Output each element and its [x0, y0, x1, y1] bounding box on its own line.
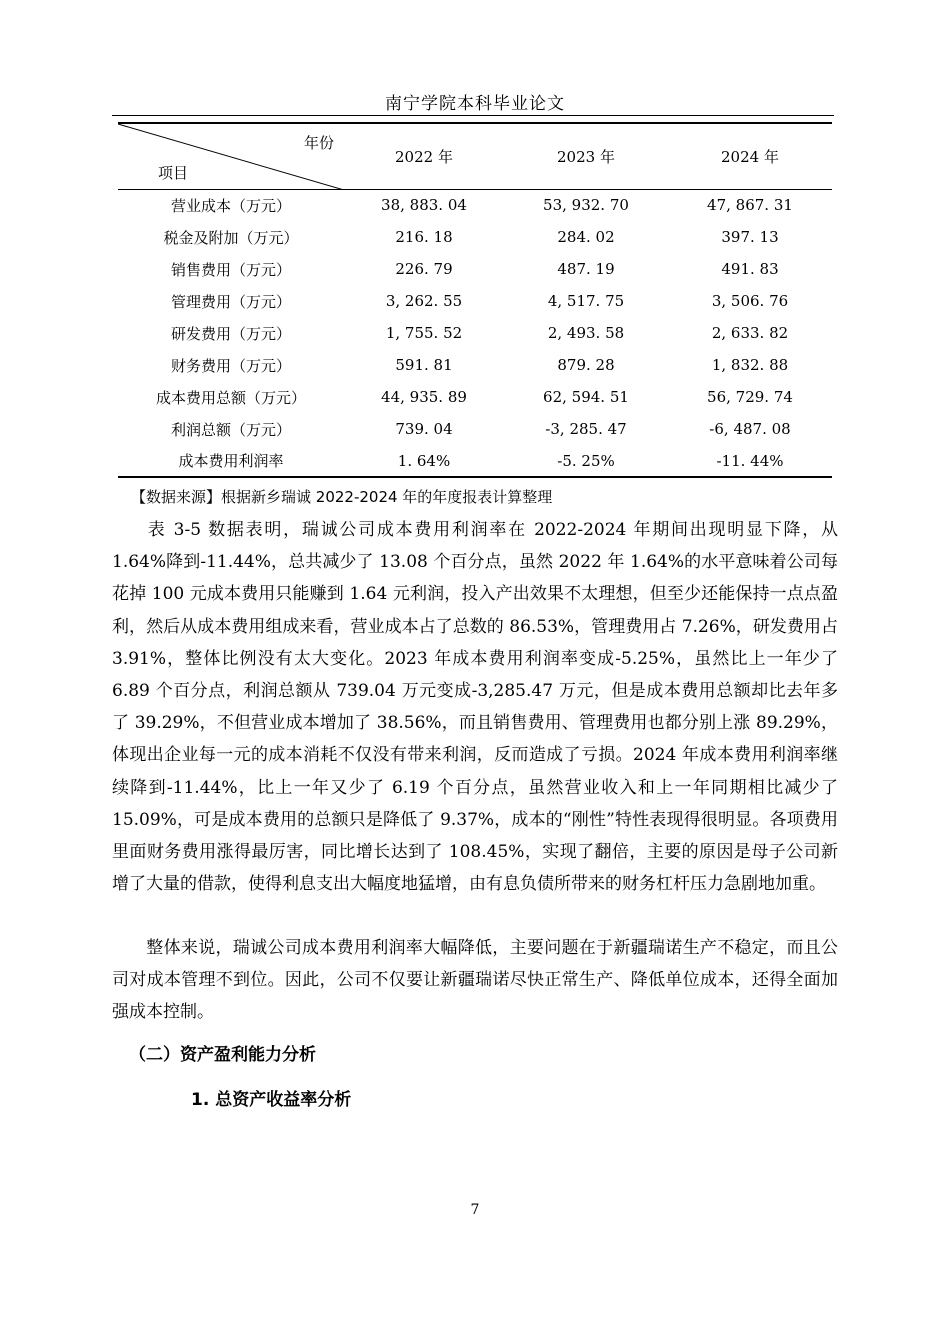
table-cell: 1, 832. 88 [711, 356, 789, 374]
table-row [118, 253, 832, 285]
table-cell: -11. 44% [668, 445, 832, 477]
table-cell: 216. 18 [395, 228, 453, 246]
table-cell: 2, 633. 82 [711, 324, 789, 342]
column-header: 2023 年 [504, 123, 668, 189]
table-cell: 487. 19 [557, 260, 615, 278]
table-header-row [118, 123, 832, 189]
table-row [118, 381, 832, 413]
table-cell: 47, 867. 31 [707, 196, 793, 215]
table-row [118, 445, 832, 477]
body-paragraph [112, 932, 838, 1029]
table-cell: 53, 932. 70 [543, 196, 629, 215]
row-label: 利润总额（万元） [170, 420, 291, 439]
table-row [118, 221, 832, 253]
table-cell: 2, 493. 58 [547, 324, 625, 342]
table-cell: 491. 83 [721, 260, 779, 278]
table-cell: 44, 935. 89 [381, 388, 467, 406]
row-label: 成本费用总额（万元） [155, 388, 306, 407]
paragraph-text: 整体来说，瑞诚公司成本费用利润率大幅降低，主要问题在于新疆瑞诺生产不稳定，而且公司对成本管理不到位。因此，公司不仅要让新疆瑞诺尽快正常生产、降低单位成本，还得全面加强成本控制。 [112, 938, 838, 1023]
table-cell: 879. 28 [557, 356, 615, 374]
table-cell: 1. 64% [344, 445, 504, 477]
table-row [118, 189, 832, 221]
header-item-label: 项目 [158, 163, 189, 182]
table-cell: 4, 517. 75 [547, 292, 625, 310]
table-row [118, 285, 832, 317]
page-header-title: 南宁学院本科毕业论文 [385, 94, 565, 114]
header-year-label: 年份 [303, 134, 334, 152]
table-cell: 397. 13 [721, 228, 779, 246]
row-label: 营业成本（万元） [170, 196, 291, 215]
diagonal-header-cell [118, 123, 344, 189]
cost-profit-table [118, 122, 832, 478]
row-label: 税金及附加（万元） [163, 228, 299, 247]
table-cell: 56, 729. 74 [707, 388, 793, 406]
table-source-note: 【数据来源】根据新乡瑞诚 2022-2024 年的年度报表计算整理 [131, 488, 553, 506]
paragraph-text: 表 3-5 数据表明，瑞诚公司成本费用利润率在 2022-2024 年期间出现明显下降，从 1.64%降到-11.44%，总共减少了 13.08 个百分点，虽然 2022 年 1.64%的水平意味着公司每花掉 100 元成本费用只能赚到 1.64 元利润，投入产出效果不太理想，但至少还能保持一点点盈利，然后从成本费用组成来看，营业成本占了总数的 86.53%，管理费用占 7.26%，研发费用占 3.91%，整体比例没有太大变化。2023 年成本费用利润率变成-5.25%，虽然比上一年少了 6.89 个百分点，利润总额从 739.04 万元变成-3,285.47 万元，但是成本费用总额却比去年多了 39.29%，不但营业成本增加了 38.56%，而且销售费用、管理费用也都分别上涨 89.29%，体现出企业每一元的成本消耗不仅没有带来利润，反而造成了亏损。2024 年成本费用利润率继续降到-11.44%，比上一年又少了 6.19 个百分点，虽然营业收入和上一年同期相比减少了 15.09%，可是成本费用的总额只是降低了 9.37%，成本的“刚性”特性表现得很明显。各项费用里面财务费用涨得最厉害，同比增长达到了 108.45%，实现了翻倍，主要的原因是母子公司新增了大量的借款，使得利息支出大幅度地猛增，由有息负债所带来的财务杠杆压力急剧地加重。 [112, 520, 838, 895]
table-cell: 3, 262. 55 [385, 292, 463, 310]
row-label: 管理费用（万元） [170, 292, 291, 311]
table-cell: -3, 285. 47 [545, 420, 627, 438]
table-cell: 1, 755. 52 [385, 324, 463, 342]
table-cell: 226. 79 [395, 260, 453, 278]
subsection-heading: 1. 总资产收益率分析 [191, 1090, 352, 1110]
body-paragraph [112, 514, 838, 900]
table-cell: -6, 487. 08 [709, 420, 791, 438]
page-number: 7 [470, 1202, 480, 1218]
table-row [118, 413, 832, 445]
table-cell: -5. 25% [504, 445, 668, 477]
row-label: 成本费用利润率 [118, 445, 344, 477]
column-header: 2024 年 [668, 123, 832, 189]
row-label: 研发费用（万元） [170, 324, 291, 343]
table-row [118, 349, 832, 381]
table-cell: 62, 594. 51 [543, 388, 629, 406]
table-row [118, 317, 832, 349]
row-label: 财务费用（万元） [170, 356, 291, 375]
table-cell: 38, 883. 04 [381, 196, 467, 215]
table-cell: 3, 506. 76 [711, 292, 789, 310]
column-header: 2022 年 [344, 123, 504, 189]
table-cell: 739. 04 [395, 420, 453, 438]
row-label: 销售费用（万元） [170, 260, 291, 279]
section-heading: （二）资产盈利能力分析 [129, 1045, 316, 1065]
table-cell: 284. 02 [557, 228, 615, 246]
table-cell: 591. 81 [395, 356, 453, 374]
header-rule [112, 115, 834, 116]
